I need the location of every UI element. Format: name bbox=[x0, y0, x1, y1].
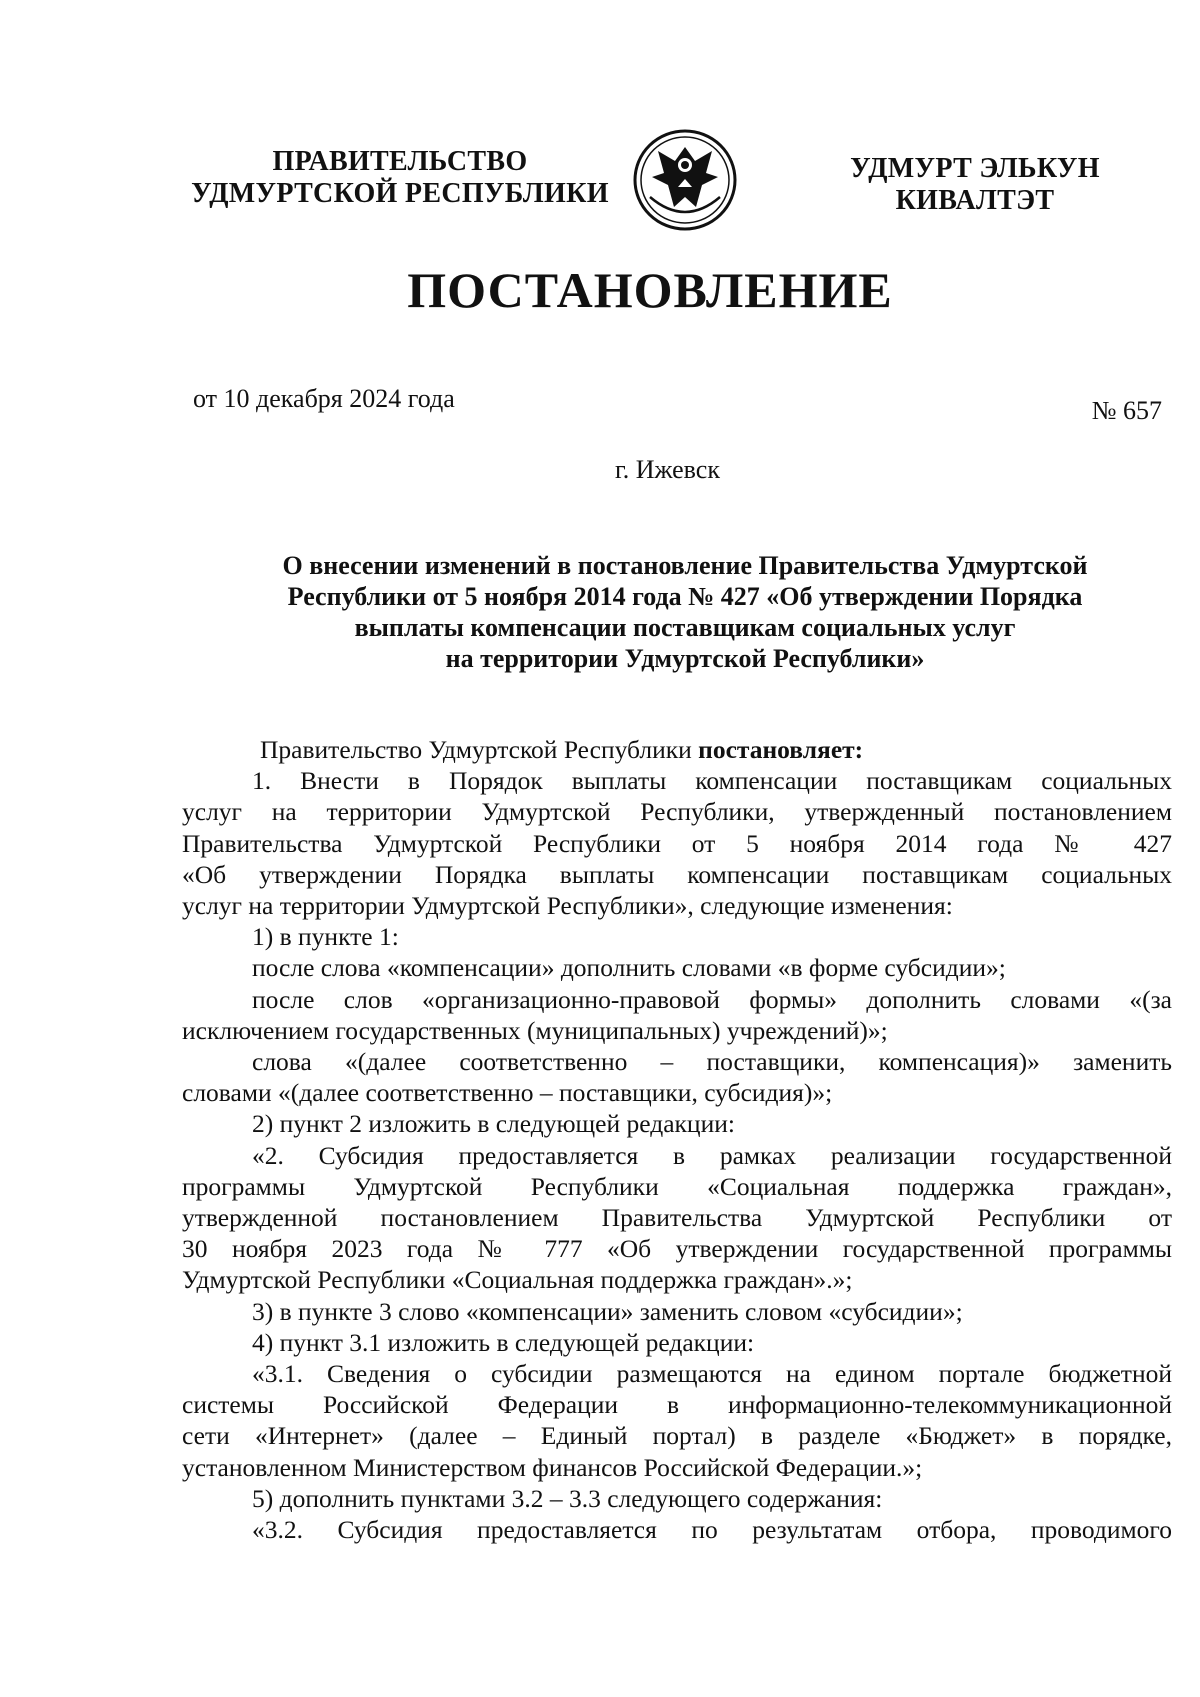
body-line: 5) дополнить пунктами 3.2 – 3.3 следующего содержания: bbox=[252, 1483, 883, 1513]
body-line: установленном Министерством финансов Российской Федерации.»; bbox=[182, 1452, 923, 1482]
preamble-text: Правительство Удмуртской Республики bbox=[260, 735, 699, 764]
body-line: 1) в пункте 1: bbox=[252, 922, 399, 952]
body-line: после слова «компенсации» дополнить словами «в форме субсидии»; bbox=[252, 953, 1006, 983]
document-city: г. Ижевск bbox=[615, 455, 720, 484]
body-line: «2. Субсидия предоставляется в рамках реализации государственной bbox=[252, 1140, 1172, 1170]
issuer-name-udmurt bbox=[830, 153, 1120, 217]
document-type-heading: ПОСТАНОВЛЕНИЕ bbox=[407, 262, 893, 318]
body-line: Удмуртской Республики «Социальная поддержка граждан».»; bbox=[182, 1265, 853, 1295]
body-line: 1. Внести в Порядок выплаты компенсации поставщикам социальных bbox=[252, 766, 1172, 796]
document-title bbox=[180, 550, 1190, 674]
body-line: «3.2. Субсидия предоставляется по результатам отбора, проводимого bbox=[252, 1515, 1172, 1545]
title-line: О внесении изменений в постановление Правительства Удмуртской bbox=[282, 551, 1088, 580]
issuer-name-russian bbox=[180, 146, 620, 210]
body-line: услуг на территории Удмуртской Республики, утвержденный постановлением bbox=[182, 797, 1172, 827]
issuer-line-2: УДМУРТСКОЙ РЕСПУБЛИКИ bbox=[191, 178, 609, 209]
title-line: на территории Удмуртской Республики» bbox=[445, 644, 925, 673]
issuer-line-1: ПРАВИТЕЛЬСТВО bbox=[272, 146, 528, 177]
body-line: программы Удмуртской Республики «Социальная поддержка граждан», bbox=[182, 1171, 1172, 1201]
document-body bbox=[182, 734, 1172, 1545]
document-number: № 657 bbox=[1091, 396, 1162, 425]
body-line: утвержденной постановлением Правительства Удмуртской Республики от bbox=[182, 1203, 1172, 1233]
body-line: после слов «организационно-правовой формы» дополнить словами «(за bbox=[252, 984, 1172, 1014]
body-line: услуг на территории Удмуртской Республики», следующие изменения: bbox=[182, 891, 953, 921]
body-line: 2) пункт 2 изложить в следующей редакции: bbox=[252, 1109, 735, 1139]
body-line: 30 ноября 2023 года № 777 «Об утверждении государственной программы bbox=[182, 1234, 1172, 1264]
body-line: системы Российской Федерации в информационно-телекоммуникационной bbox=[182, 1390, 1172, 1420]
body-line: «Об утверждении Порядка выплаты компенсации поставщикам социальных bbox=[182, 859, 1172, 889]
issuer-udmurt-line-2: КИВАЛТЭТ bbox=[895, 185, 1055, 216]
document-date: от 10 декабря 2024 года bbox=[193, 384, 455, 413]
title-line: выплаты компенсации поставщикам социальных услуг bbox=[354, 613, 1016, 642]
preamble-verb: постановляет: bbox=[698, 735, 864, 764]
body-line: сети «Интернет» (далее – Единый портал) в разделе «Бюджет» в порядке, bbox=[182, 1421, 1172, 1451]
issuer-udmurt-line-1: УДМУРТ ЭЛЬКУН bbox=[850, 153, 1100, 184]
body-line: исключением государственных (муниципальных) учреждений)»; bbox=[182, 1015, 888, 1045]
body-line: Правительства Удмуртской Республики от 5 ноября 2014 года № 427 bbox=[182, 828, 1172, 858]
preamble bbox=[182, 734, 1172, 765]
title-line: Республики от 5 ноября 2014 года № 427 «Об утверждении Порядка bbox=[287, 582, 1083, 611]
body-line: словами «(далее соответственно – поставщики, субсидия)»; bbox=[182, 1078, 833, 1108]
body-line: слова «(далее соответственно – поставщики, компенсация)» заменить bbox=[252, 1047, 1172, 1077]
body-line: 4) пункт 3.1 изложить в следующей редакции: bbox=[252, 1327, 755, 1357]
coat-of-arms-emblem-icon bbox=[630, 127, 740, 233]
body-line: 3) в пункте 3 слово «компенсации» заменить словом «субсидии»; bbox=[252, 1296, 963, 1326]
body-line: «3.1. Сведения о субсидии размещаются на едином портале бюджетной bbox=[252, 1359, 1172, 1389]
